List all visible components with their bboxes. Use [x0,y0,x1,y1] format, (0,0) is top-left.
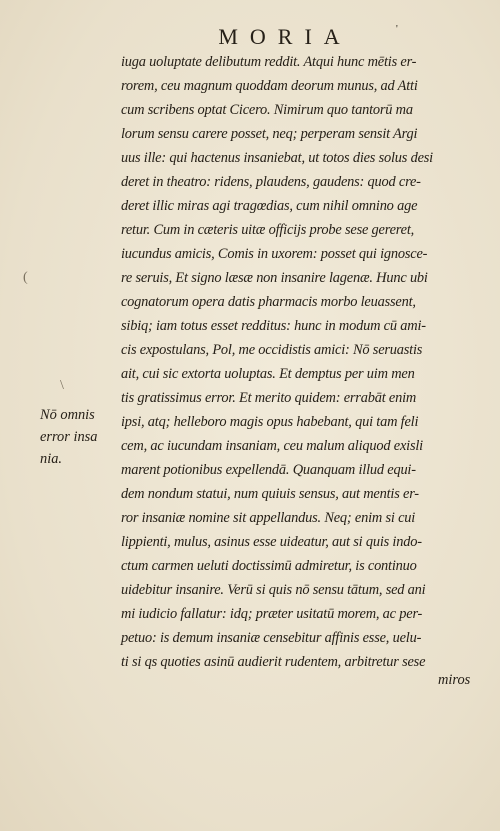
text-line: mi iudicio fallatur: idq; præter usitatū morem, ac per- [121,606,423,622]
text-line: deret illic miras agi tragœdias, cum nihil omnino age [121,198,418,214]
running-head: MORIA [218,24,352,49]
text-line: iucundus amicis, Comis in uxorem: posset qui ignosce- [121,246,428,262]
text-line: tis gratissimus error. Et merito quidem: errabāt enim [121,390,417,406]
text-line: uus ille: qui hactenus insaniebat, ut totos dies solus desi [121,150,433,166]
text-line: ror insaniæ nomine sit appellandus. Neq; enim si cui [121,510,416,526]
text-line: sibiq; iam totus esset redditus: hunc in modum cū ami- [121,318,426,334]
text-line: ti si qs quoties asinū audierit rudentem, arbitretur sese [121,654,426,670]
text-line: cem, ac iucundam insaniam, ceu malum aliquod exisli [121,438,423,454]
text-line: cognatorum opera datis pharmacis morbo leuassent, [121,294,416,310]
margin-note-line-1: Nō omnis [40,407,95,423]
text-line: lippienti, mulus, asinus esse uideatur, aut si quis indo- [121,534,422,550]
text-line: dem nondum statui, num quiuis sensus, aut mentis er- [121,486,419,502]
text-line: ctum carmen ueluti doctissimū admiretur, is continuo [121,558,417,574]
margin-note-line-3: nia. [40,451,62,467]
text-line: ait, cui sic extorta uoluptas. Et demptus per uim men [121,366,415,382]
text-line: uidebitur insanire. Verū si quis nō sensu tātum, sed ani [121,582,426,598]
margin-note-line-2: error insa [40,429,98,445]
running-head-mark: ' [396,24,398,35]
text-line: cum scribens optat Cicero. Nimirum quo tantorū ma [121,102,413,118]
text-line: retur. Cum in cæteris uitæ officijs probe sese gereret, [121,222,415,238]
text-line: petuo: is demum insaniæ censebitur affinis esse, uelu- [121,630,422,646]
catchword: miros [438,672,471,688]
text-line: marent potionibus expellendā. Quanquam illud equi- [121,462,416,478]
text-line: deret in theatro: ridens, plaudens, gaudens: quod cre- [121,174,421,190]
text-line: ipsi, atq; helleboro magis opus habebant, qui tam feli [121,414,419,430]
text-line: cis expostulans, Pol, me occidistis amici: Nō seruastis [121,342,423,358]
text-line: lorum sensu carere posset, neq; perperam sensit Argi [121,126,418,142]
text-line: rorem, ceu magnum quoddam deorum munus, ad Atti [121,78,418,94]
text-line: re seruis, Et signo læsæ non insanire lagenæ. Hunc ubi [121,270,428,286]
margin-stroke-mark: \ [60,378,64,393]
text-line: iuga uoluptate delibutum reddit. Atqui hunc mētis er- [121,54,417,70]
margin-bracket-mark: ( [23,270,28,285]
